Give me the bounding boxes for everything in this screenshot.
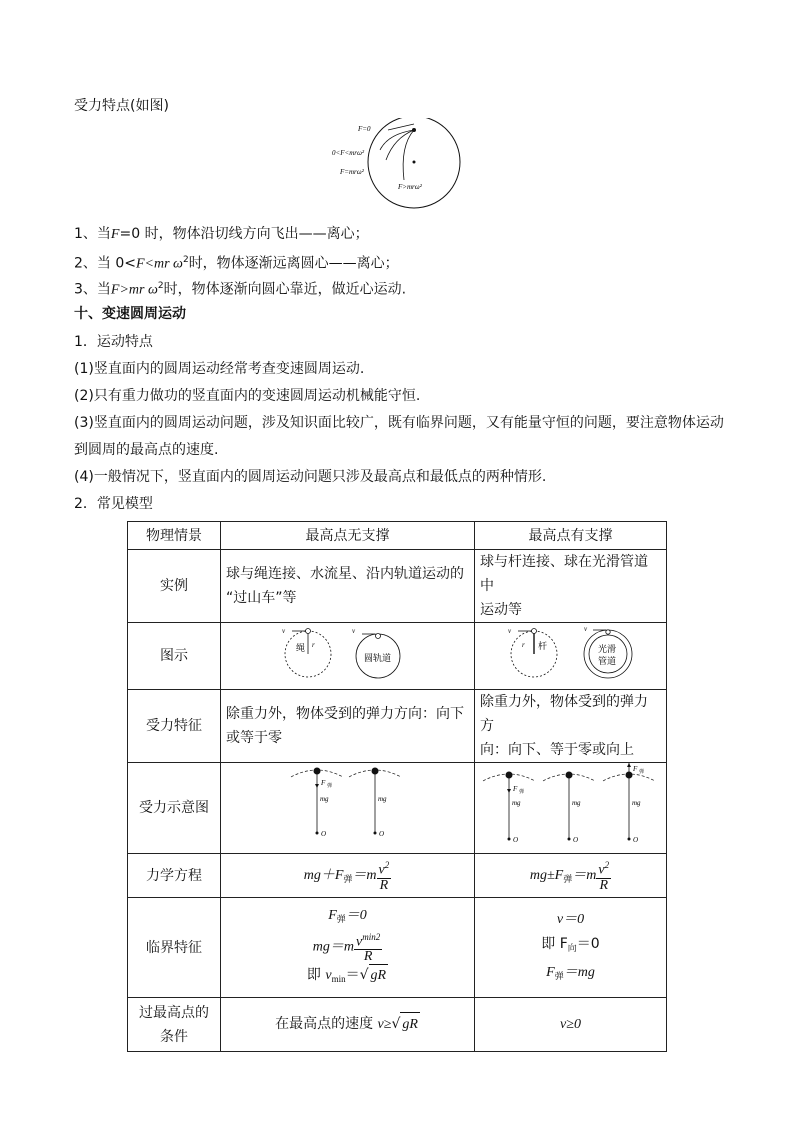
row-diagram [128, 623, 667, 690]
label-critical: 临界特征 [128, 898, 221, 998]
svg-text:O: O [512, 836, 518, 844]
item-3: 3、当F>mr $\omega^2$时，物体逐渐向圆心靠近，做近心运动. [74, 281, 407, 298]
sketch-no-support [221, 763, 475, 854]
svg-text:弹: 弹 [518, 789, 524, 795]
svg-text:F: F [632, 765, 637, 773]
svg-text:光滑: 光滑 [597, 645, 616, 655]
table-header-row [128, 522, 667, 550]
row-equation [128, 854, 667, 898]
rope-track-figure [278, 623, 418, 681]
svg-text:mg: mg [511, 799, 521, 807]
svg-text:r: r [521, 641, 525, 649]
svg-text:杆: 杆 [537, 642, 547, 652]
svg-text:F: F [320, 779, 325, 787]
diagram-no-support [221, 623, 475, 690]
label-diagram: 图示 [128, 623, 221, 690]
model-table [127, 521, 667, 1052]
label-between: 0<F<mrω² [332, 149, 365, 157]
point-3: (3)竖直面内的圆周运动问题，涉及知识面比较广，既有临界问题，又有能量守恒的问题，要注意物体运动 [74, 415, 724, 431]
condition-no-support: 在最高点的速度 v≥√ gR [221, 998, 475, 1052]
example-no-support: 球与绳连接、水流星、沿内轨道运动的 “过山车”等 [221, 550, 475, 623]
header-scene: 物理情景 [128, 522, 221, 550]
label-eq: F=mrω² [340, 168, 364, 176]
force-no-support: 除重力外，物体受到的弹力方向：向下 或等于零 [221, 690, 475, 763]
header-with-support: 最高点有支撑 [475, 522, 667, 550]
svg-text:绳: 绳 [295, 644, 305, 654]
point-3-cont: 到圆周的最高点的速度. [74, 442, 219, 458]
row-force [128, 690, 667, 763]
svg-text:O: O [320, 830, 326, 838]
row-critical [128, 898, 667, 998]
item-1: 1、当F=0 时，物体沿切线方向飞出——离心； [74, 226, 369, 242]
label-condition: 过最高点的 条件 [128, 998, 221, 1052]
label-force: 受力特征 [128, 690, 221, 763]
item-2: 2、当 0<F<mr $\omega^2$时，物体逐渐远离圆心——离心； [74, 255, 399, 272]
rod-pipe-figure [496, 623, 646, 681]
svg-text:圆轨道: 圆轨道 [363, 654, 391, 664]
svg-text:弹: 弹 [638, 769, 644, 775]
center-dot [413, 161, 416, 164]
centrifugal-figure [328, 118, 468, 214]
svg-text:r: r [311, 641, 315, 649]
svg-text:v: v [507, 627, 511, 635]
critical-with-support: v＝0 即 $F_向=0$ $F_弹=mg$ [475, 898, 667, 998]
row-condition [128, 998, 667, 1052]
row-example [128, 550, 667, 623]
sketch-with-support [475, 763, 667, 854]
point-4: (4)一般情况下，竖直面内的圆周运动问题只涉及最高点和最低点的两种情形. [74, 469, 547, 485]
force-sketch-with-support [481, 763, 661, 845]
object-dot [412, 128, 416, 132]
svg-text:弹: 弹 [326, 783, 332, 789]
header-no-support: 最高点无支撑 [221, 522, 475, 550]
svg-text:mg: mg [571, 799, 581, 807]
svg-text:mg: mg [377, 795, 387, 803]
row-sketch [128, 763, 667, 854]
label-example: 实例 [128, 550, 221, 623]
label-sketch: 受力示意图 [128, 763, 221, 854]
equation-with-support: $mg\pm F_弹=m$ $\frac{v^2}{R}$ [475, 854, 667, 898]
section-title: 十、变速圆周运动 [74, 306, 186, 322]
label-f0: F=0 [358, 125, 371, 133]
svg-text:mg: mg [319, 795, 329, 803]
point-2: (2)只有重力做功的竖直面内的变速圆周运动机械能守恒. [74, 388, 421, 404]
label-gt: F>mrω² [398, 183, 422, 191]
critical-no-support: $F_弹=0$ mg＝m $\frac{v^{min2}}{R}$ 即 $v_{min}=√$ gR [221, 898, 475, 998]
condition-with-support: v≥0 [475, 998, 667, 1052]
force-with-support: 除重力外，物体受到的弹力方 向：向下、等于零或向上 [475, 690, 667, 763]
svg-text:O: O [572, 836, 578, 844]
subheading-1: 1．运动特点 [74, 334, 153, 350]
diagram-with-support [475, 623, 667, 690]
example-with-support: 球与杆连接、球在光滑管道中 运动等 [475, 550, 667, 623]
svg-text:v: v [583, 625, 587, 633]
svg-text:F: F [512, 785, 517, 793]
svg-text:O: O [378, 830, 384, 838]
intro-text: 受力特点(如图) [74, 98, 169, 114]
svg-text:v: v [281, 627, 285, 635]
point-1: (1)竖直面内的圆周运动经常考查变速圆周运动. [74, 361, 365, 377]
force-sketch-no-support [283, 765, 413, 843]
label-equation: 力学方程 [128, 854, 221, 898]
svg-text:v: v [351, 627, 355, 635]
svg-text:管道: 管道 [597, 657, 616, 667]
svg-text:mg: mg [631, 799, 641, 807]
svg-text:O: O [632, 836, 638, 844]
equation-no-support: $mg+F_弹=m$ $\frac{v^2}{R}$ [221, 854, 475, 898]
subheading-2: 2．常见模型 [74, 496, 153, 512]
